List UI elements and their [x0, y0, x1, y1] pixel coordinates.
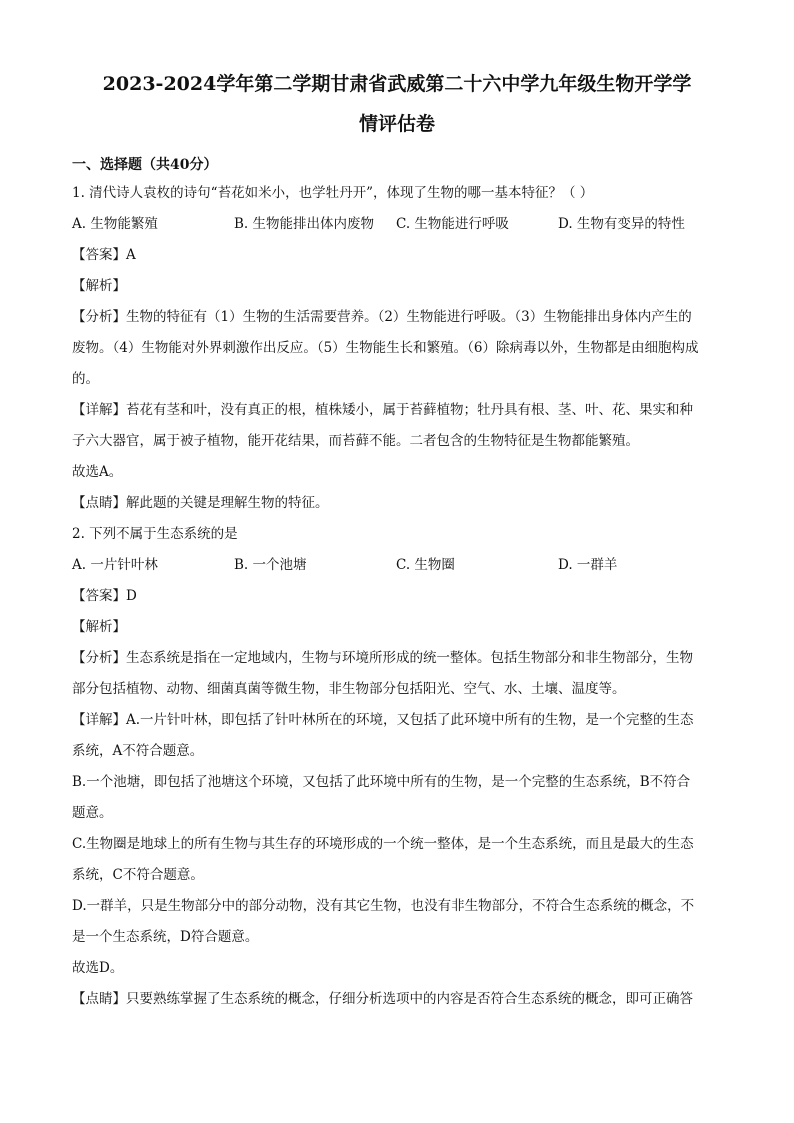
question-1	[72, 178, 722, 519]
comment-line	[72, 984, 722, 1015]
choose-line: 故选A。	[72, 464, 123, 480]
detail-option-d: D.一群羊，只是生物部分中的部分动物，没有其它生物，也没有非生物部分，不符合生态系统的概念，不	[72, 898, 695, 914]
detail-option-b-cont: 题意。	[72, 805, 113, 821]
answer-tag: 【答案】	[72, 247, 126, 263]
question-stem: 2. 下列不属于生态系统的是	[72, 526, 238, 542]
jiexi-tag: 【解析】	[72, 619, 126, 635]
analysis-tag: 【分析】	[72, 650, 126, 666]
option-c: C. 生物能进行呼吸	[396, 216, 509, 232]
comment-text: 只要熟练掌握了生态系统的概念，仔细分析选项中的内容是否符合生态系统的概念，即可正确答	[126, 991, 693, 1007]
question-stem: 1. 清代诗人袁枚的诗句“苔花如米小，也学牡丹开”，体现了生物的哪一基本特征？（ ）	[72, 185, 594, 201]
choose-line: 故选D。	[72, 960, 124, 976]
option-c: C. 生物圈	[396, 557, 455, 573]
answer-value: D	[126, 588, 137, 604]
detail-option-c: C.生物圈是地球上的所有生物与其生存的环境形成的一个统一整体，是一个生态系统，而且是最大的生态	[72, 836, 694, 852]
analysis-text: 生态系统是指在一定地域内，生物与环境所形成的统一整体。包括生物部分和非生物部分，生物	[126, 650, 693, 666]
detail-text: A.一片针叶林，即包括了针叶林所在的环境，又包括了此环境中所有的生物，是一个完整的生态	[126, 712, 694, 728]
section-heading: 一、选择题（共40分）	[72, 157, 218, 173]
analysis-tag: 【分析】	[72, 309, 126, 325]
detail-text: 苔花有茎和叶，没有真正的根，植株矮小，属于苔藓植物；牡丹具有根、茎、叶、花、果实和种	[126, 402, 693, 418]
detail-option-d-cont: 是一个生态系统，D符合题意。	[72, 929, 259, 945]
detail-line	[72, 395, 722, 426]
analysis-line	[72, 302, 722, 333]
answer-line	[72, 240, 722, 271]
answer-line	[72, 581, 722, 612]
title-block	[72, 64, 722, 144]
option-d: D. 生物有变异的特性	[558, 216, 685, 232]
detail-line	[72, 705, 722, 736]
analysis-text: 生物的特征有（1）生物的生活需要营养。（2）生物能进行呼吸。（3）生物能排出身体内产生的	[126, 309, 692, 325]
detail-option-b: B.一个池塘，即包括了池塘这个环境，又包括了此环境中所有的生物，是一个完整的生态系统，B不符合	[72, 774, 691, 790]
question-2	[72, 519, 722, 1015]
analysis-text-end: 的。	[72, 371, 99, 387]
comment-tag: 【点睛】	[72, 991, 126, 1007]
comment-text: 解此题的关键是理解生物的特征。	[126, 495, 329, 511]
page-title: 2023-2024学年第二学期甘肃省武威第二十六中学九年级生物开学学	[102, 73, 692, 95]
option-a: A. 一片针叶林	[72, 557, 158, 573]
option-a: A. 生物能繁殖	[72, 216, 158, 232]
option-d: D. 一群羊	[558, 557, 618, 573]
detail-tag: 【详解】	[72, 402, 126, 418]
page-title-cont: 情评估卷	[358, 113, 435, 135]
jiexi-tag: 【解析】	[72, 278, 126, 294]
detail-tag: 【详解】	[72, 712, 126, 728]
options-row	[72, 209, 722, 240]
answer-value: A	[126, 247, 136, 263]
option-b: B. 生物能排出体内废物	[234, 216, 375, 232]
comment-tag: 【点睛】	[72, 495, 126, 511]
detail-option-c-cont: 系统，C不符合题意。	[72, 867, 204, 883]
options-row	[72, 550, 722, 581]
answer-tag: 【答案】	[72, 588, 126, 604]
document-page	[72, 64, 722, 1015]
option-b: B. 一个池塘	[234, 557, 307, 573]
analysis-text-cont: 部分包括植物、动物、细菌真菌等微生物，非生物部分包括阳光、空气、水、土壤、温度等。	[72, 681, 626, 697]
comment-line	[72, 488, 722, 519]
detail-text-cont: 子六大器官，属于被子植物，能开花结果，而苔藓不能。二者包含的生物特征是生物都能繁殖。	[72, 433, 639, 449]
detail-text-cont: 系统，A不符合题意。	[72, 743, 204, 759]
analysis-line	[72, 643, 722, 674]
analysis-text-cont: 废物。（4）生物能对外界刺激作出反应。（5）生物能生长和繁殖。（6）除病毒以外，生物都是由细胞构成	[72, 340, 699, 356]
